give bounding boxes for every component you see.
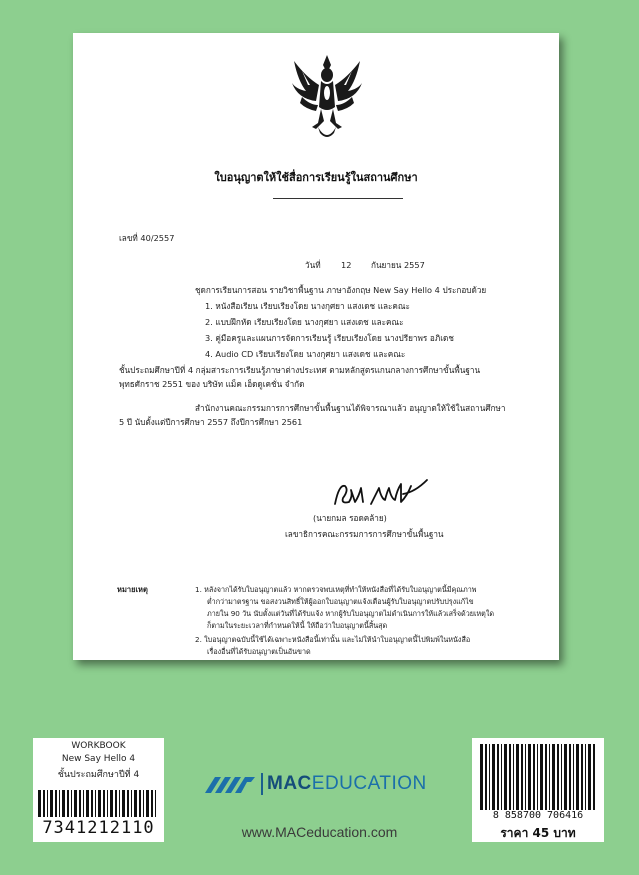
document-title: ใบอนุญาตให้ใช้สื่อการเรียนรู้ในสถานศึกษา	[214, 171, 418, 184]
permit-document	[73, 33, 559, 660]
isbn-barcode-icon	[479, 744, 597, 810]
garuda-emblem-icon	[288, 51, 366, 143]
note-line: ก็ตามในระยะเวลาที่กำหนดให้นี้ ให้ถือว่าใบอนุญาตนี้สิ้นสุด	[207, 621, 388, 630]
label-line: ชั้นประถมศึกษาปีที่ 4	[57, 770, 140, 780]
date-label: วันที่	[305, 260, 321, 270]
paragraph-line: พุทธศักราช 2551 ของ บริษัท แม็ค เอ็ดดูเคชั่น จำกัด	[119, 379, 305, 389]
isbn-label	[472, 738, 604, 842]
list-item: 2. แบบฝึกหัด เรียบเรียงโดย นางกุศยา แสงเดช และคณะ	[205, 317, 404, 327]
brand-name: MACEDUCATION	[267, 773, 427, 794]
note-label: หมายเหตุ	[117, 585, 148, 594]
website-url: www.MACeducation.com	[241, 824, 398, 840]
list-item: 4. Audio CD เรียบเรียงโดย นางกุศยา แสงเดช และคณะ	[205, 349, 406, 359]
title-divider	[273, 198, 403, 199]
paragraph-line: สำนักงานคณะกรรมการการศึกษาขั้นพื้นฐานได้พิจารณาแล้ว อนุญาตให้ใช้ในสถานศึกษา	[195, 403, 506, 413]
reference-number: เลขที่ 40/2557	[119, 233, 175, 243]
isbn-number: 8 858700 706416	[492, 810, 584, 821]
label-line: WORKBOOK	[71, 741, 126, 751]
mac-education-logo	[203, 770, 427, 798]
note-line: 1. หลังจากได้รับใบอนุญาตแล้ว หากตรวจพบเหตุที่ทำให้หนังสือที่ได้รับใบอนุญาตนี้มีคุณภาพ	[195, 585, 477, 594]
list-item: 1. หนังสือเรียน เรียบเรียงโดย นางกุศยา แสงเดช และคณะ	[205, 301, 410, 311]
label-line: New Say Hello 4	[61, 754, 136, 764]
note-line: 2. ใบอนุญาตฉบับนี้ใช้ได้เฉพาะหนังสือนี้เท่านั้น และไม่ให้นำใบอนุญาตนี้ไปพิมพ์ในหนังสือ	[195, 635, 471, 644]
mac-logo-icon	[203, 773, 258, 795]
signature-image	[331, 474, 431, 510]
paragraph-line: 5 ปี นับตั้งแต่ปีการศึกษา 2557 ถึงปีการศึกษา 2561	[119, 417, 303, 427]
price-tag: ราคา 45 บาท	[500, 826, 576, 840]
note-line: ภายใน 90 วัน นับตั้งแต่วันที่ได้รับแจ้ง หากผู้รับใบอนุญาตไม่ดำเนินการให้แล้วเสร็จด้วยเหตุใด	[207, 609, 495, 618]
paragraph-line: ชั้นประถมศึกษาปีที่ 4 กลุ่มสาระการเรียนรู้ภาษาต่างประเทศ ตามหลักสูตรแกนกลางการศึกษาขั้นพื้นฐาน	[119, 365, 481, 375]
logo-divider	[261, 773, 263, 795]
label-barcode-number: 7341212110	[42, 818, 155, 838]
signer-name: (นายกมล รอดคล้าย)	[313, 513, 387, 523]
signer-title: เลขาธิการคณะกรรมการการศึกษาขั้นพื้นฐาน	[285, 529, 444, 539]
date-month-year: กันยายน 2557	[371, 260, 425, 270]
note-line: ต่ำกว่ามาตรฐาน ขอสงวนสิทธิ์ให้ผู้ออกใบอนุญาตแจ้งเตือนผู้รับใบอนุญาตปรับปรุงแก้ไข	[207, 597, 474, 606]
intro-line: ชุดการเรียนการสอน รายวิชาพื้นฐาน ภาษาอังกฤษ New Say Hello 4 ประกอบด้วย	[195, 285, 487, 295]
note-line: เรื่องอื่นที่ได้รับอนุญาตเป็นอันขาด	[207, 647, 311, 656]
date-day: 12	[341, 260, 352, 270]
list-item: 3. คู่มือครูและแผนการจัดการเรียนรู้ เรียบเรียงโดย นางปรียาพร อภิเดช	[205, 333, 454, 343]
small-barcode-icon	[37, 790, 159, 817]
